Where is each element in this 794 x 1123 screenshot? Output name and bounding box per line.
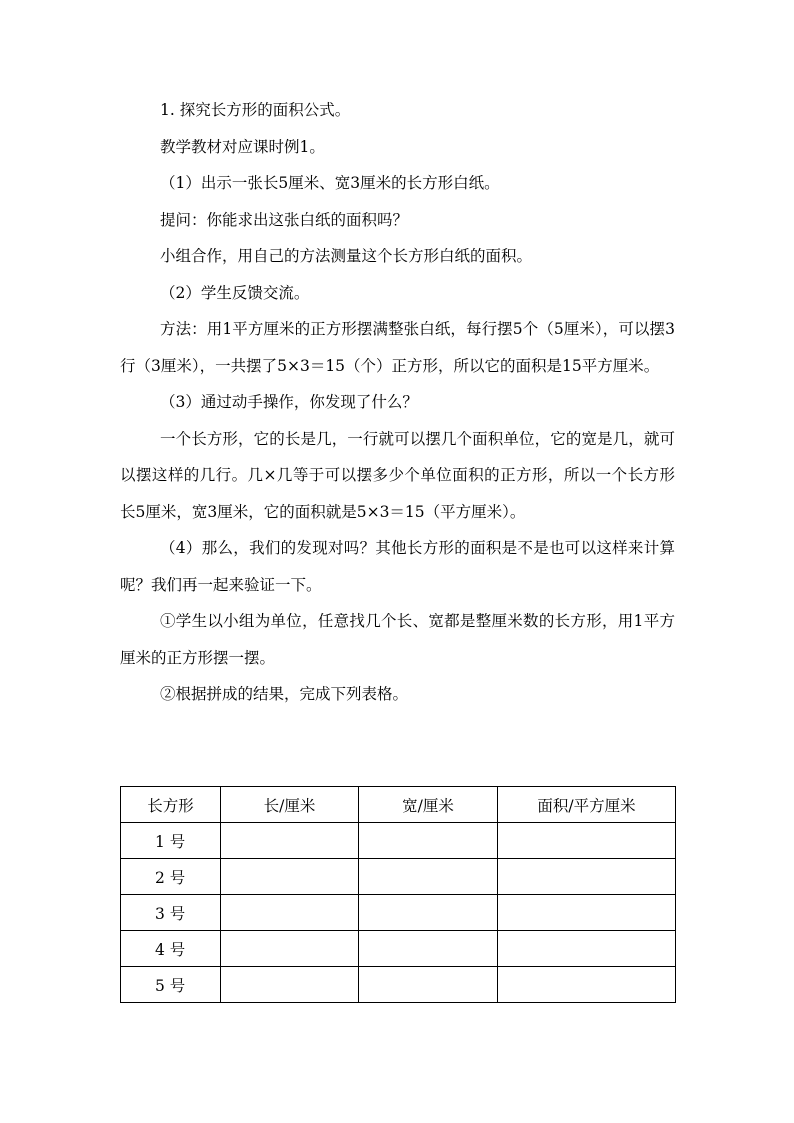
paragraph: （3）通过动手操作，你发现了什么？ xyxy=(160,393,418,411)
table-row xyxy=(121,823,676,859)
paragraph: 一个长方形，它的长是几，一行就可以摆几个面积单位，它的宽是几，就可以摆这样的几行。几×几等于可以摆多少个单位面积的正方形，所以一个长方形长5厘米，宽3厘米，它的面积就是5×3＝15（平方厘米）。 xyxy=(120,429,675,521)
table-row xyxy=(121,931,676,967)
area-cell[interactable] xyxy=(498,895,676,931)
rectangle-area-table xyxy=(120,786,676,1003)
row-label: 2 号 xyxy=(121,859,221,895)
width-cell[interactable] xyxy=(359,895,498,931)
table-row xyxy=(121,895,676,931)
area-cell[interactable] xyxy=(498,931,676,967)
column-header: 宽/厘米 xyxy=(359,787,498,823)
column-header: 面积/平方厘米 xyxy=(498,787,676,823)
table-row xyxy=(121,967,676,1003)
paragraph: ①学生以小组为单位，任意找几个长、宽都是整厘米数的长方形，用1平方厘米的正方形摆一摆。 xyxy=(120,612,675,667)
area-cell[interactable] xyxy=(498,859,676,895)
width-cell[interactable] xyxy=(359,931,498,967)
paragraph: 小组合作，用自己的方法测量这个长方形白纸的面积。 xyxy=(160,247,533,265)
paragraph: ②根据拼成的结果，完成下列表格。 xyxy=(160,685,409,703)
width-cell[interactable] xyxy=(359,823,498,859)
length-cell[interactable] xyxy=(221,895,359,931)
length-cell[interactable] xyxy=(221,931,359,967)
column-header: 长方形 xyxy=(121,787,221,823)
column-header: 长/厘米 xyxy=(221,787,359,823)
row-label: 3 号 xyxy=(121,895,221,931)
row-label: 5 号 xyxy=(121,967,221,1003)
paragraph: （4）那么，我们的发现对吗？其他长方形的面积是不是也可以这样来计算呢？我们再一起来验证一下。 xyxy=(120,539,675,594)
length-cell[interactable] xyxy=(221,967,359,1003)
paragraph: （1）出示一张长5厘米、宽3厘米的长方形白纸。 xyxy=(160,174,500,192)
row-label: 1 号 xyxy=(121,823,221,859)
paragraph: 方法：用1平方厘米的正方形摆满整张白纸，每行摆5个（5厘米），可以摆3行（3厘米），一共摆了5×3＝15（个）正方形，所以它的面积是15平方厘米。 xyxy=(120,320,675,375)
paragraph: （2）学生反馈交流。 xyxy=(160,283,310,302)
lesson-text xyxy=(120,92,675,713)
row-label: 4 号 xyxy=(121,931,221,967)
table-header-row xyxy=(121,787,676,823)
paragraph: 教学教材对应课时例1。 xyxy=(160,137,325,156)
table-row xyxy=(121,859,676,895)
length-cell[interactable] xyxy=(221,859,359,895)
length-cell[interactable] xyxy=(221,823,359,859)
paragraph: 提问：你能求出这张白纸的面积吗？ xyxy=(160,210,409,229)
section-heading: 1. 探究长方形的面积公式。 xyxy=(160,101,351,119)
width-cell[interactable] xyxy=(359,967,498,1003)
area-cell[interactable] xyxy=(498,967,676,1003)
width-cell[interactable] xyxy=(359,859,498,895)
area-cell[interactable] xyxy=(498,823,676,859)
